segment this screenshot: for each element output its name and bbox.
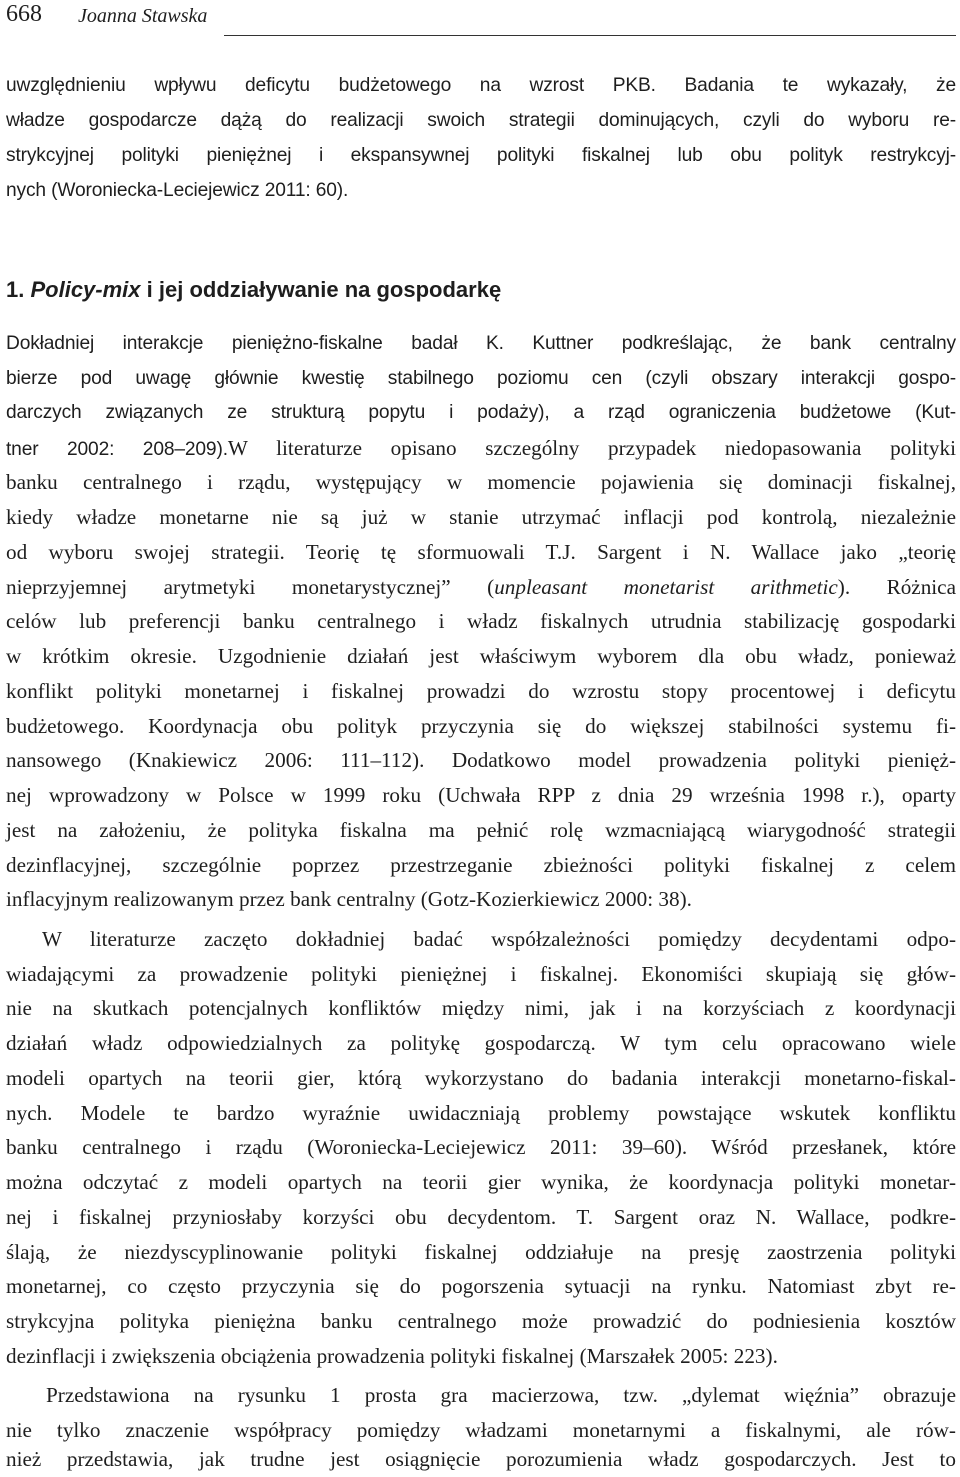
text-line: W literaturze zaczęto dokładniej badać współzależności pomiędzy decydentami odpo- bbox=[42, 927, 956, 951]
text-line: nie tylko znaczenie współpracy pomiędzy władzami monetarnymi a fiskalnymi, ale rów- bbox=[6, 1418, 956, 1442]
text-line: modeli opartych na teorii gier, którą wykorzystano do badania interakcji monetarno-fiskal- bbox=[6, 1066, 956, 1090]
text-line: władze gospodarcze dążą do realizacji swoich strategii dominujących, czyli do wyboru re- bbox=[6, 110, 956, 131]
text-line: jest na założeniu, że polityka fiskalna ma pełnić rolę wzmacniającą wiarygodność strategii bbox=[6, 818, 956, 842]
text-line: konflikt polityki monetarnej i fiskalnej prowadzi do wzrostu stopy procentowej i deficytu bbox=[6, 679, 956, 703]
text-line: strykcyjna polityka pieniężna banku centralnego może prowadzić do podniesienia kosztów bbox=[6, 1309, 956, 1333]
text-line: banku centralnego i rządu, występujący w momencie pojawienia się dominacji fiskalnej, bbox=[6, 470, 956, 494]
header-rule bbox=[224, 35, 956, 36]
text-line: dezinflacji i zwiększenia obciążenia prowadzenia polityki fiskalnej (Marszałek 2005: 223). bbox=[6, 1344, 778, 1368]
text-line: można odczytać z modeli opartych na teorii gier wynika, że koordynacja polityki monetar- bbox=[6, 1170, 956, 1194]
text-line: nież przedstawia, jak trudne jest osiągnięcie porozumienia władz gospodarczych. Jest to bbox=[6, 1447, 956, 1471]
text-line: dezinflacyjnej, szczególnie poprzez przestrzeganie zbieżności polityki fiskalnej z celem bbox=[6, 853, 956, 877]
text-line: nych (Woroniecka-Leciejewicz 2011: 60). bbox=[6, 180, 349, 201]
page-number: 668 bbox=[6, 1, 42, 27]
text-line: darczych związanych ze strukturą popytu i podaży), a rząd ograniczenia budżetowe (Kut- bbox=[6, 402, 956, 423]
text-line: celów lub preferencji banku centralnego i władz fiskalnych utrudnia stabilizację gospodarki bbox=[6, 609, 956, 633]
section-title-italic: Policy-mix bbox=[30, 277, 141, 302]
text-line: nej wprowadzony w Polsce w 1999 roku (Uchwała RPP z dnia 29 września 1998 r.), oparty bbox=[6, 783, 956, 807]
running-author: Joanna Stawska bbox=[78, 5, 208, 27]
text-line: strykcyjnej polityki pieniężnej i ekspansywnej polityki fiskalnej lub obu polityk restrykcyj- bbox=[6, 145, 956, 166]
text-line: banku centralnego i rządu (Woroniecka-Leciejewicz 2011: 39–60). Wśród przesłanek, które bbox=[6, 1135, 956, 1159]
text-line: kiedy władze monetarne nie są już w stanie utrzymać inflacji pod kontrolą, niezależnie bbox=[6, 505, 956, 529]
text-line: Przedstawiona na rysunku 1 prosta gra macierzowa, tzw. „dylemat więźnia” obrazuje bbox=[46, 1383, 956, 1407]
text-line: od wyboru swojej strategii. Teorię tę sformuowali T.J. Sargent i N. Wallace jako „teorię bbox=[6, 540, 956, 564]
text-line: w krótkim okresie. Uzgodnienie działań jest właściwym wyborem dla obu władz, ponieważ bbox=[6, 644, 956, 668]
text-line: bierze pod uwagę głównie kwestię stabilnego poziomu cen (czyli obszary interakcji gospo- bbox=[6, 368, 956, 389]
text-line: budżetowego. Koordynacja obu polityk przyczynia się do większej stabilności systemu fi- bbox=[6, 714, 956, 738]
text-line: nie na skutkach potencjalnych konfliktów między nimi, jak i na korzyściach z koordynacji bbox=[6, 996, 956, 1020]
section-number: 1. bbox=[6, 277, 25, 302]
text-line: Dokładniej interakcje pieniężno-fiskalne badał K. Kuttner podkreślając, że bank centralny bbox=[6, 333, 956, 354]
text-line: monetarnej, co często przyczynia się do pogorszenia sytuacji na rynku. Natomiast zbyt re- bbox=[6, 1274, 956, 1298]
text-line: tner 2002: 208–209).W literaturze opisano szczególny przypadek niedopasowania polityki bbox=[6, 436, 956, 460]
text-line: działań władz odpowiedzialnych za politykę gospodarczą. W tym celu opracowano wiele bbox=[6, 1031, 956, 1055]
section-heading bbox=[6, 270, 501, 310]
text-line: uwzględnieniu wpływu deficytu budżetowego na wzrost PKB. Badania te wykazały, że bbox=[6, 75, 956, 96]
text-line: nieprzyjemnej arytmetyki monetarystycznej” (unpleasant monetarist arithmetic). Różnica bbox=[6, 575, 956, 599]
text-line: nej i fiskalnej przyniosłaby korzyści obu decydentom. T. Sargent oraz N. Wallace, podkre- bbox=[6, 1205, 956, 1229]
section-title: i jej oddziaływanie na gospodarkę bbox=[140, 277, 502, 302]
text-line: ślają, że niezdyscyplinowanie polityki fiskalnej oddziałuje na presję zaostrzenia polityki bbox=[6, 1240, 956, 1264]
text-line: wiadającymi za prowadzenie polityki pieniężnej i fiskalnej. Ekonomiści skupiają się głów- bbox=[6, 962, 956, 986]
text-line: inflacyjnym realizowanym przez bank centralny (Gotz-Kozierkiewicz 2000: 38). bbox=[6, 887, 692, 911]
text-line: nansowego (Knakiewicz 2006: 111–112). Dodatkowo model prowadzenia polityki pienięż- bbox=[6, 748, 956, 772]
text-line: nych. Modele te bardzo wyraźnie uwidaczniają problemy powstające wskutek konfliktu bbox=[6, 1101, 956, 1125]
running-header bbox=[6, 0, 956, 36]
